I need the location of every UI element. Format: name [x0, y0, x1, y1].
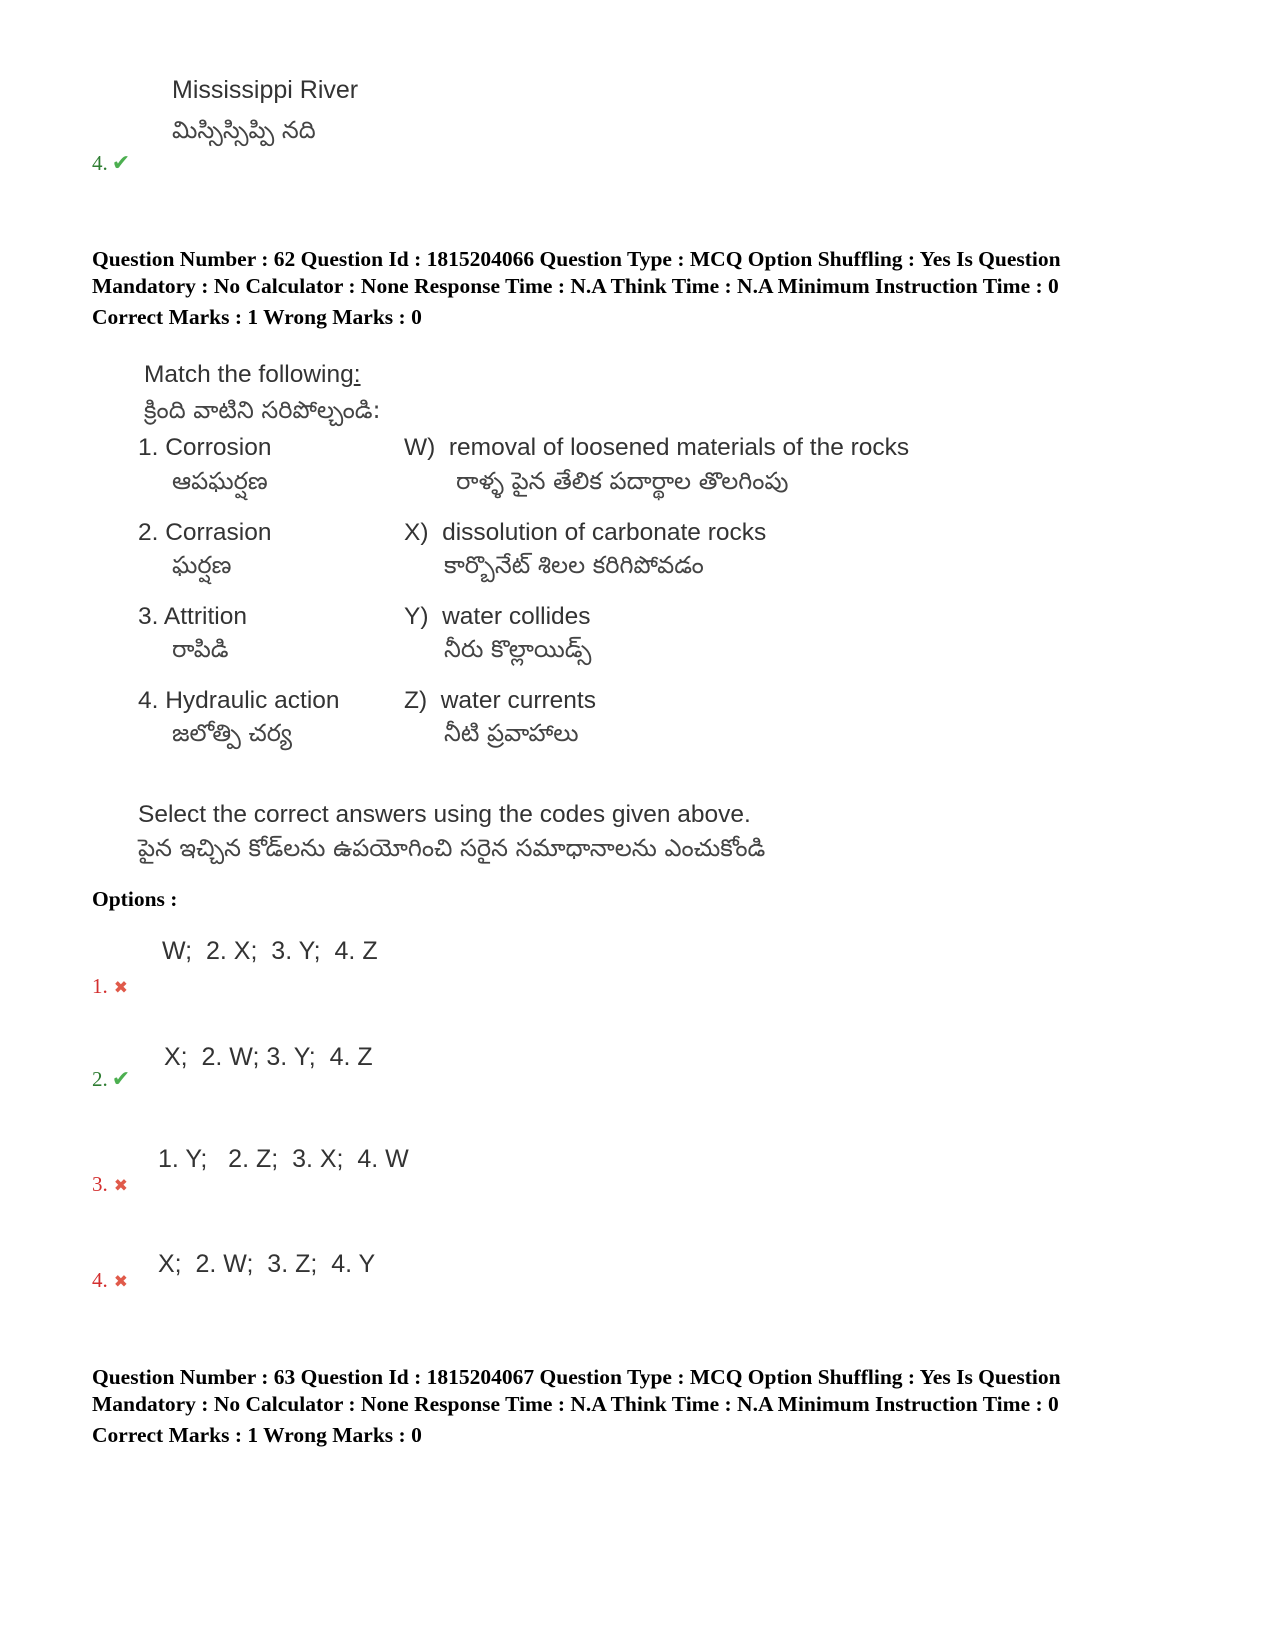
- question-63-header: [92, 1364, 1061, 1418]
- intro-en: Match the following: [144, 361, 354, 388]
- option-3-text: 1. Y; 2. Z; 3. X; 4. W: [158, 1145, 409, 1173]
- question-header-line: Mandatory : No Calculator : None Response Time : N.A Think Time : N.A Minimum Instruction Time : 0: [92, 274, 1059, 298]
- match-right-w: W) removal of loosened materials of the rocks: [404, 434, 910, 461]
- question-header-line: Question Number : 63 Question Id : 1815204067 Question Type : MCQ Option Shuffling : Yes Is Question: [92, 1365, 1061, 1389]
- option-number: 4.: [92, 151, 108, 175]
- option-3: [92, 1172, 128, 1197]
- match-right-w-te: రాళ్ళ పైన తేలిక పదార్థాల తొలగింపు: [456, 467, 789, 495]
- match-left-1-te: ఆపఘర్షణ: [172, 467, 268, 495]
- question-header-line: Mandatory : No Calculator : None Response Time : N.A Think Time : N.A Minimum Instruction Time : 0: [92, 1392, 1059, 1416]
- match-right-z-te: నీటి ప్రవాహాలు: [444, 719, 579, 747]
- option-4-text: X; 2. W; 3. Z; 4. Y: [158, 1250, 376, 1278]
- option-2: [92, 1066, 130, 1092]
- match-right-y-te: నీరు కొల్లాయిడ్స్: [444, 635, 592, 663]
- cross-icon: ✖: [113, 1176, 128, 1195]
- prev-answer-text-en: Mississippi River: [172, 76, 359, 104]
- question-header-line: Question Number : 62 Question Id : 1815204066 Question Type : MCQ Option Shuffling : Yes Is Question: [92, 247, 1061, 271]
- check-icon: ✔: [111, 1066, 131, 1091]
- instruction-en: Select the correct answers using the codes given above.: [138, 801, 751, 828]
- option-1-text: W; 2. X; 3. Y; 4. Z: [162, 937, 378, 965]
- option-number: 3.: [92, 1172, 108, 1196]
- options-label: Options :: [92, 887, 178, 911]
- instruction-te: పైన ఇచ్చిన కోడ్‌లను ఉపయోగించి సరైన సమాధానాలను ఎంచుకోండి: [138, 834, 766, 862]
- question-62-marks: Correct Marks : 1 Wrong Marks : 0: [92, 305, 422, 329]
- cross-icon: ✖: [113, 1272, 128, 1291]
- prev-answer-option: [92, 150, 130, 176]
- check-icon: ✔: [111, 150, 131, 175]
- match-right-x: X) dissolution of carbonate rocks: [404, 519, 767, 546]
- match-right-y: Y) water collides: [404, 603, 591, 630]
- cross-icon: ✖: [113, 978, 128, 997]
- option-number: 1.: [92, 974, 108, 998]
- option-2-text: X; 2. W; 3. Y; 4. Z: [164, 1043, 373, 1071]
- match-left-2-te: ఘర్షణ: [172, 551, 232, 579]
- intro-te: క్రింది వాటిని సరిపోల్చండి:: [144, 396, 381, 424]
- option-number: 2.: [92, 1067, 108, 1091]
- match-left-4: 4. Hydraulic action: [138, 687, 340, 714]
- match-left-1: 1. Corrosion: [138, 434, 272, 461]
- option-number: 4.: [92, 1268, 108, 1292]
- match-left-3: 3. Attrition: [138, 603, 247, 630]
- question-63-marks: Correct Marks : 1 Wrong Marks : 0: [92, 1423, 422, 1447]
- match-right-x-te: కార్బొనేట్ శిలల కరిగిపోవడం: [444, 551, 704, 579]
- match-left-2: 2. Corrasion: [138, 519, 272, 546]
- question-intro: [144, 358, 361, 391]
- match-right-z: Z) water currents: [404, 687, 596, 714]
- intro-colon: :: [353, 361, 361, 388]
- option-4: [92, 1268, 128, 1293]
- prev-answer-text-te: మిస్సిస్సిప్పి నది: [172, 116, 316, 144]
- question-62-header: [92, 246, 1061, 300]
- match-left-4-te: జలోత్పి చర్య: [172, 719, 292, 747]
- option-1: [92, 974, 128, 999]
- match-left-3-te: రాపిడి: [172, 635, 229, 663]
